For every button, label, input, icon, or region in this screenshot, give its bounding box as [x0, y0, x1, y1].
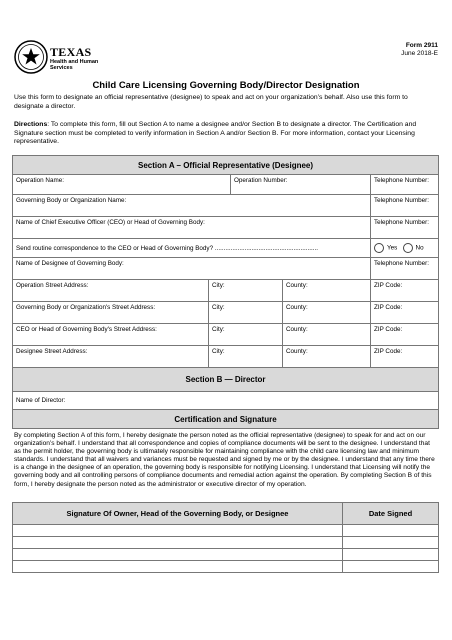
zip-field[interactable]: ZIP Code: — [371, 346, 439, 368]
governing-body-field[interactable]: Governing Body or Organization Name: — [13, 195, 371, 217]
send-correspondence-options — [371, 239, 439, 258]
intro-text: Use this form to designate an official representative (designee) to speak and act on your organization’s behalf. Also use this form to designate a director. — [14, 94, 408, 110]
directions-text — [14, 121, 438, 147]
zip-field[interactable]: ZIP Code: — [371, 280, 439, 302]
city-field[interactable]: City: — [209, 324, 283, 346]
city-field[interactable]: City: — [209, 280, 283, 302]
signature-cell[interactable] — [13, 525, 343, 537]
certification-title: Certification and Signature — [13, 410, 439, 429]
operation-address-field[interactable]: Operation Street Address: — [13, 280, 209, 302]
designee-name-field[interactable]: Name of Designee of Governing Body: — [13, 258, 371, 280]
telephone-field[interactable]: Telephone Number: — [371, 175, 439, 195]
org-address-field[interactable]: Governing Body or Organization's Street Address: — [13, 302, 209, 324]
director-name-field[interactable]: Name of Director: — [13, 392, 439, 410]
form-date: June 2018-E — [401, 49, 438, 57]
date-cell[interactable] — [343, 549, 439, 561]
zip-field[interactable]: ZIP Code: — [371, 302, 439, 324]
signature-table — [12, 502, 439, 573]
form-number-block — [401, 42, 438, 57]
no-label: No — [415, 244, 424, 252]
send-correspondence-question: Send routine correspondence to the CEO or Head of Governing Body? ........................................................... — [13, 239, 371, 258]
county-field[interactable]: County: — [283, 280, 371, 302]
signature-cell[interactable] — [13, 549, 343, 561]
date-signed-column-header: Date Signed — [343, 503, 439, 525]
yes-label: Yes — [387, 244, 398, 252]
county-field[interactable]: County: — [283, 346, 371, 368]
date-cell[interactable] — [343, 525, 439, 537]
org-name-texas: TEXAS — [50, 45, 92, 59]
designee-address-field[interactable]: Designee Street Address: — [13, 346, 209, 368]
directions-body: : To complete this form, fill out Section A to name a designee and/or Section B to designate a director. The Certification and Signature section must be completed to verify information in Section A and/or Section B. For more information, contact your Licensing representative. — [14, 121, 417, 146]
city-field[interactable]: City: — [209, 346, 283, 368]
county-field[interactable]: County: — [283, 324, 371, 346]
certification-text: By completing Section A of this form, I hereby designate the person noted as the official representative (designee) to speak for and act on our organization’s behalf. I understand that all correspondence and copies of compliance documents will be sent to the designee. I understand that as the permit holder, the governing body is ultimately responsible for maintaining compliance with the child care licensing law and minimum standards. I understand that all waivers and variances must be requested and signed by me or by the designee. I understand that any time there is a change in the designee of an operation, the governing body is responsible for notifying Licensing. I understand that Licensing will notify the governing body and all controlling persons of compliance documents and remedial action against the operation. By completing Section B of this form, I hereby designate the person noted as the administrator or executive director of my operation. — [14, 432, 435, 488]
texas-seal-icon — [14, 40, 48, 74]
city-field[interactable]: City: — [209, 302, 283, 324]
no-radio[interactable] — [403, 243, 413, 253]
page-title: Child Care Licensing Governing Body/Director Designation — [92, 80, 360, 91]
zip-field[interactable]: ZIP Code: — [371, 324, 439, 346]
form-number: Form 2911 — [405, 42, 438, 49]
operation-number-field[interactable]: Operation Number: — [231, 175, 371, 195]
org-name-hhs: Health and Human Services — [50, 59, 99, 71]
telephone-field[interactable]: Telephone Number: — [371, 258, 439, 280]
yes-radio[interactable] — [374, 243, 384, 253]
signature-cell[interactable] — [13, 537, 343, 549]
date-cell[interactable] — [343, 537, 439, 549]
county-field[interactable]: County: — [283, 302, 371, 324]
directions-label: Directions — [14, 121, 48, 128]
telephone-field[interactable]: Telephone Number: — [371, 195, 439, 217]
operation-name-field[interactable]: Operation Name: — [13, 175, 231, 195]
hhs-logo — [14, 40, 104, 78]
date-cell[interactable] — [343, 561, 439, 573]
ceo-name-field[interactable]: Name of Chief Executive Officer (CEO) or Head of Governing Body: — [13, 217, 371, 239]
section-a-title: Section A – Official Representative (Designee) — [13, 156, 439, 175]
section-b-title: Section B — Director — [13, 368, 439, 392]
ceo-address-field[interactable]: CEO or Head of Governing Body's Street Address: — [13, 324, 209, 346]
signature-cell[interactable] — [13, 561, 343, 573]
signature-column-header: Signature Of Owner, Head of the Governing Body, or Designee — [13, 503, 343, 525]
section-a-b-table — [12, 155, 439, 429]
telephone-field[interactable]: Telephone Number: — [371, 217, 439, 239]
